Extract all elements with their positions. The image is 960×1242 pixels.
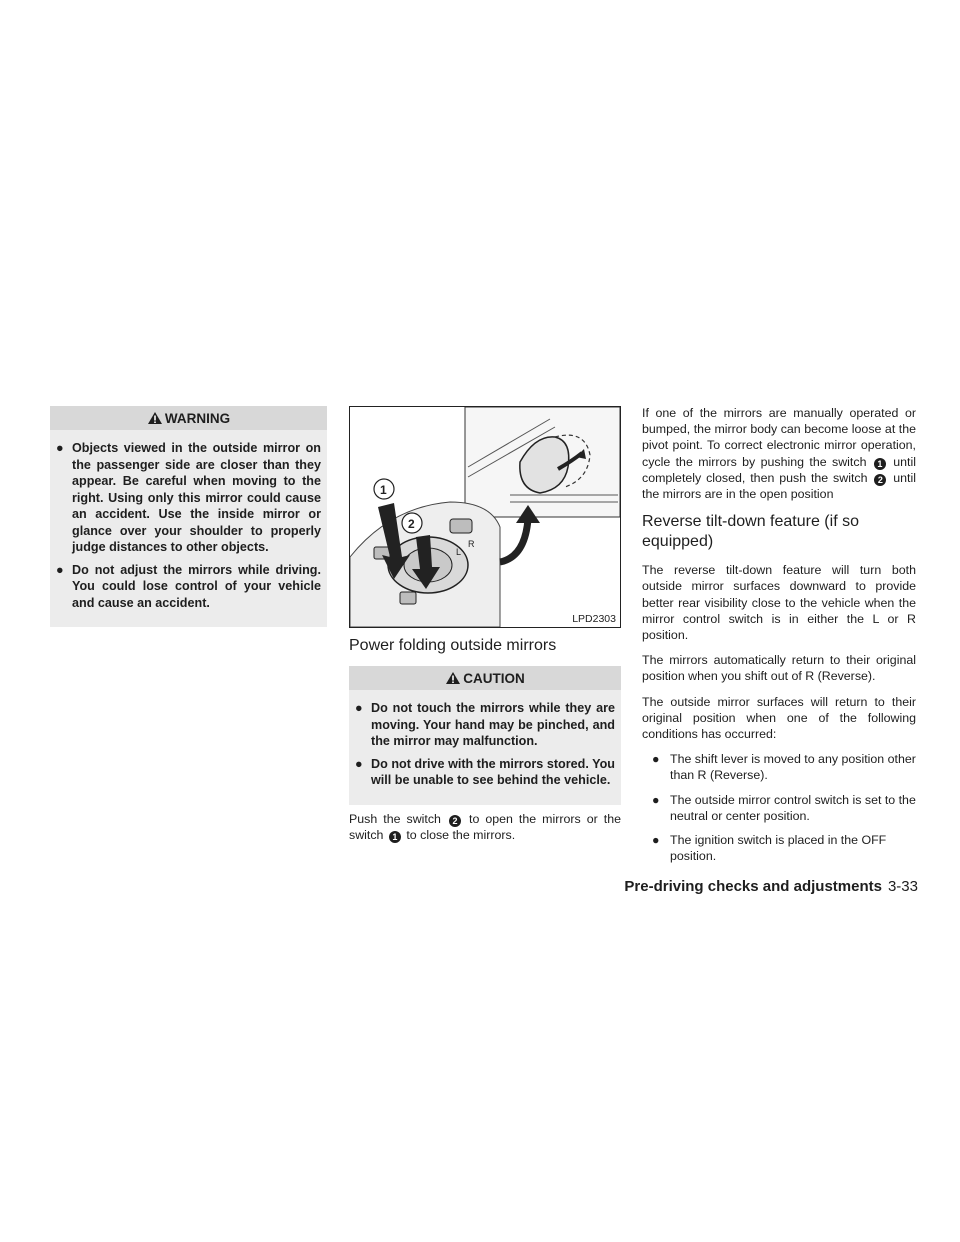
reverse-paragraph-1: The reverse tilt-down feature will turn both outside mirror surfaces downward to provide better rear visibility close to the vehicle when the mirror control switch is in either the L or R position. — [642, 563, 916, 643]
bullet-icon: ● — [652, 752, 660, 767]
warning-box — [50, 406, 327, 627]
bullet-icon: ● — [652, 833, 660, 848]
caution-box — [349, 666, 621, 805]
warning-title: WARNING — [164, 410, 231, 426]
switch-2-icon: 2 — [449, 815, 461, 827]
reverse-paragraph-3: The outside mirror surfaces will return to their original position when one of the following conditions has occurred: — [642, 694, 916, 742]
warning-icon — [445, 671, 461, 685]
middle-column — [349, 406, 621, 852]
warning-header — [50, 406, 327, 430]
page-footer — [624, 878, 918, 895]
warning-icon — [147, 411, 163, 425]
power-folding-instructions: Push the switch 2 to open the mirrors or the switch 1 to close the mirrors. — [349, 811, 621, 842]
callout-2: 2 — [408, 517, 415, 531]
left-column — [50, 406, 327, 627]
footer-section-title: Pre-driving checks and adjustments — [624, 878, 882, 895]
list-item: ● The outside mirror control switch is set to the neutral or center position. — [652, 792, 916, 823]
switch-label-r: R — [468, 539, 475, 549]
warning-item: ● Do not adjust the mirrors while driving. You could lose control of your vehicle and cause an accident. — [56, 562, 321, 610]
manual-operation-text: If one of the mirrors are manually operated or bumped, the mirror body can become loose at the pivot point. To correct electronic mirror operation, cycle the mirrors by pushing the switch 1 until completely closed, then push the switch 2 until the mirrors are in the open position — [642, 406, 916, 502]
bullet-icon: ● — [355, 756, 363, 771]
mirror-switch-illustration — [350, 407, 620, 627]
bullet-icon: ● — [652, 792, 660, 807]
warning-body — [50, 430, 327, 627]
list-item: ● The ignition switch is placed in the OFF position. — [652, 833, 887, 864]
mirror-switch-figure — [349, 406, 621, 628]
figure-code: LPD2303 — [572, 613, 616, 625]
bullet-icon: ● — [56, 441, 64, 455]
warning-item: ● Objects viewed in the outside mirror on the passenger side are closer than they appear. Be careful when moving to the right. Using only this mirror could cause an accident. Use the inside mirror or glance over your shoulder to properly judge distances to other objects. — [56, 441, 321, 554]
callout-1: 1 — [380, 483, 387, 497]
switch-label-l: L — [456, 547, 462, 557]
caution-header — [349, 666, 621, 690]
switch-1-icon: 1 — [389, 831, 401, 843]
section-heading-power-folding: Power folding outside mirrors — [349, 637, 557, 654]
page-number: 3-33 — [887, 878, 918, 895]
bullet-icon: ● — [355, 701, 363, 715]
list-item: ● The shift lever is moved to any position other than R (Reverse). — [652, 752, 916, 783]
caution-body — [349, 690, 621, 805]
caution-item: ● Do not drive with the mirrors stored. You will be unable to see behind the vehicle. — [355, 756, 615, 787]
caution-title: CAUTION — [463, 670, 525, 686]
reverse-paragraph-2: The mirrors automatically return to their original position when you shift out of R (Reverse). — [642, 653, 916, 684]
bullet-icon: ● — [56, 562, 64, 577]
switch-1-icon: 1 — [874, 458, 886, 470]
switch-2-icon: 2 — [874, 474, 886, 486]
right-column — [642, 405, 916, 872]
condition-list — [652, 751, 916, 864]
caution-item: ● Do not touch the mirrors while they are moving. Your hand may be pinched, and the mirror may malfunction. — [355, 701, 615, 748]
section-heading-reverse-tilt: Reverse tilt-down feature (if so equipped) — [642, 513, 859, 551]
